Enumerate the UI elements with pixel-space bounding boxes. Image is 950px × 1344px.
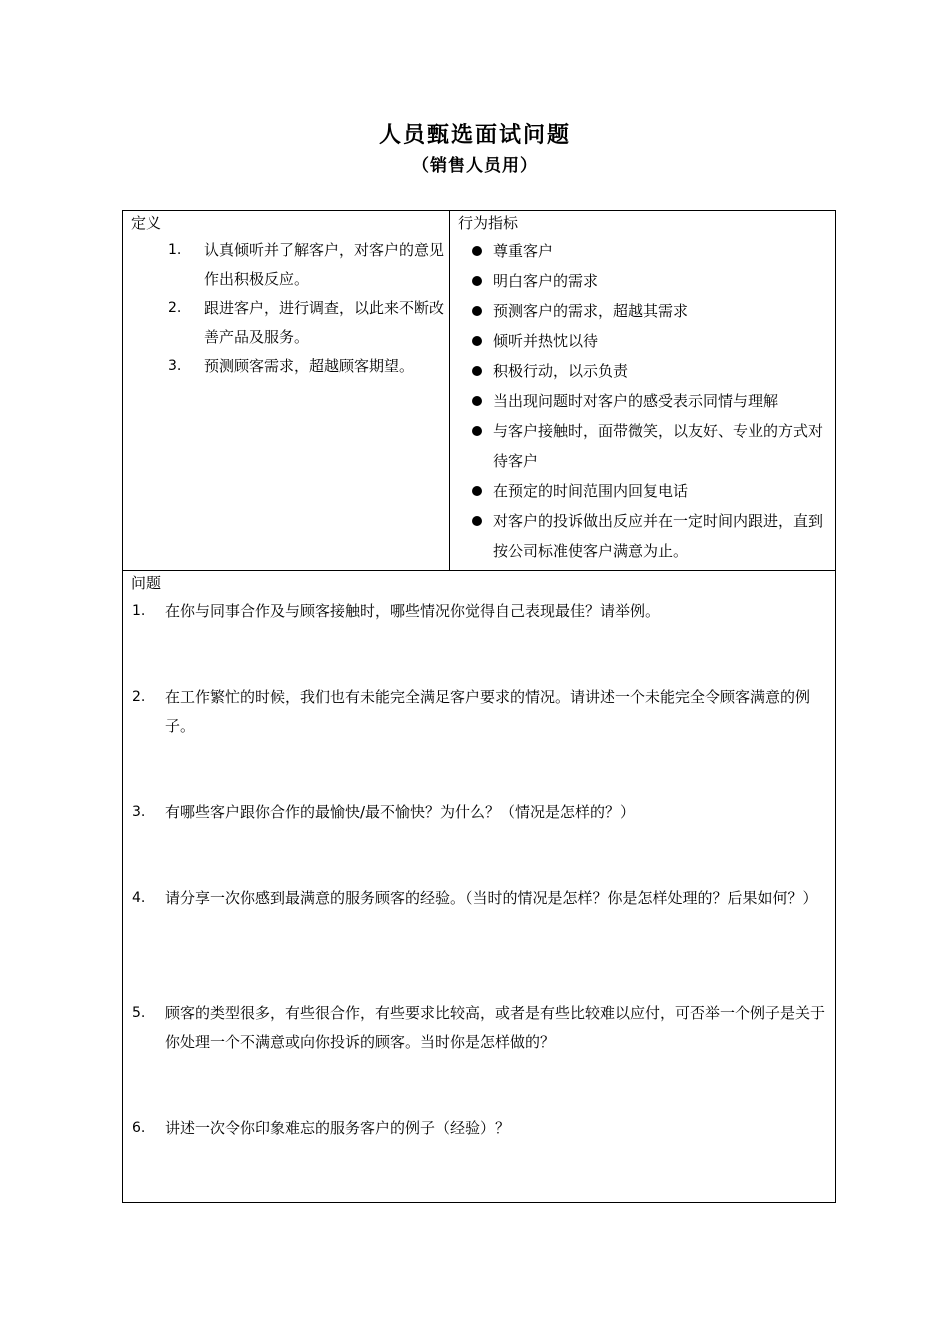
behavior-item-text: 倾听并热忱以待 bbox=[493, 332, 599, 350]
behavior-item bbox=[466, 266, 828, 296]
page-subtitle: （销售人员用） bbox=[412, 156, 538, 176]
definition-label: 定义 bbox=[131, 214, 162, 232]
question-number: 3. bbox=[132, 804, 146, 820]
question-item bbox=[130, 683, 830, 741]
question-text: 请分享一次你感到最满意的服务顾客的经验。（当时的情况是怎样？你是怎样处理的？后果如何？） bbox=[165, 889, 818, 907]
behavior-item bbox=[466, 296, 828, 326]
question-number: 2. bbox=[132, 689, 146, 705]
behavior-item-text: 当出现问题时对客户的感受表示同情与理解 bbox=[493, 392, 779, 410]
question-number: 5. bbox=[132, 1005, 146, 1021]
bullet-icon bbox=[472, 246, 482, 256]
bullet-icon bbox=[472, 516, 482, 526]
definition-item bbox=[130, 236, 444, 294]
question-number: 1. bbox=[132, 603, 146, 619]
bullet-icon bbox=[472, 426, 482, 436]
behavior-item-text: 在预定的时间范围内回复电话 bbox=[493, 482, 689, 500]
question-item bbox=[130, 1114, 830, 1143]
behavior-item-text: 积极行动，以示负责 bbox=[493, 362, 629, 380]
definition-item-number: 3. bbox=[168, 358, 182, 374]
definition-item-text: 预测顾客需求，超越顾客期望。 bbox=[204, 357, 415, 375]
definition-item-number: 1. bbox=[168, 242, 182, 258]
question-number: 6. bbox=[132, 1120, 146, 1136]
question-text: 在你与同事合作及与顾客接触时，哪些情况你觉得自己表现最佳？请举例。 bbox=[165, 602, 661, 620]
behavior-item-text: 预测客户的需求，超越其需求 bbox=[493, 302, 689, 320]
behavior-item bbox=[466, 356, 828, 386]
question-item bbox=[130, 999, 830, 1057]
question-text: 讲述一次令你印象难忘的服务客户的例子（经验）？ bbox=[165, 1119, 511, 1137]
bullet-icon bbox=[472, 396, 482, 406]
behavior-item-text: 明白客户的需求 bbox=[493, 272, 599, 290]
behavior-item-text: 与客户接触时，面带微笑，以友好、专业的方式对待客户 bbox=[493, 422, 824, 470]
bullet-icon bbox=[472, 276, 482, 286]
behavior-list bbox=[466, 236, 828, 566]
definition-list bbox=[130, 236, 444, 381]
behavior-item-text: 尊重客户 bbox=[493, 242, 554, 260]
definition-item-text: 认真倾听并了解客户，对客户的意见作出积极反应。 bbox=[204, 241, 445, 288]
behavior-item-text: 对客户的投诉做出反应并在一定时间内跟进，直到按公司标准使客户满意为止。 bbox=[493, 512, 824, 560]
definition-item-number: 2. bbox=[168, 300, 182, 316]
behavior-label: 行为指标 bbox=[458, 214, 519, 232]
behavior-item bbox=[466, 326, 828, 356]
column-divider bbox=[449, 210, 450, 571]
question-text: 在工作繁忙的时候，我们也有未能完全满足客户要求的情况。请讲述一个未能完全令顾客满意的例子。 bbox=[165, 688, 811, 735]
bullet-icon bbox=[472, 486, 482, 496]
behavior-item bbox=[466, 236, 828, 266]
definition-item bbox=[130, 294, 444, 352]
question-item bbox=[130, 798, 830, 827]
question-item bbox=[130, 597, 830, 626]
behavior-item bbox=[466, 476, 828, 506]
definition-item bbox=[130, 352, 444, 381]
question-text: 顾客的类型很多，有些很合作，有些要求比较高，或者是有些比较难以应付，可否举一个例子是关于你处理一个不满意或向你投诉的顾客。当时你是怎样做的？ bbox=[165, 1004, 826, 1051]
question-text: 有哪些客户跟你合作的最愉快/最不愉快？为什么？（情况是怎样的？） bbox=[165, 803, 636, 821]
question-item bbox=[130, 884, 830, 913]
question-number: 4. bbox=[132, 890, 146, 906]
row-divider bbox=[122, 570, 836, 571]
bullet-icon bbox=[472, 336, 482, 346]
bullet-icon bbox=[472, 306, 482, 316]
behavior-item bbox=[466, 416, 828, 476]
page-title: 人员甄选面试问题 bbox=[378, 123, 571, 148]
definition-item-text: 跟进客户，进行调查，以此来不断改善产品及服务。 bbox=[204, 299, 445, 346]
questions-label: 问题 bbox=[131, 574, 162, 592]
behavior-item bbox=[466, 506, 828, 566]
bullet-icon bbox=[472, 366, 482, 376]
behavior-item bbox=[466, 386, 828, 416]
